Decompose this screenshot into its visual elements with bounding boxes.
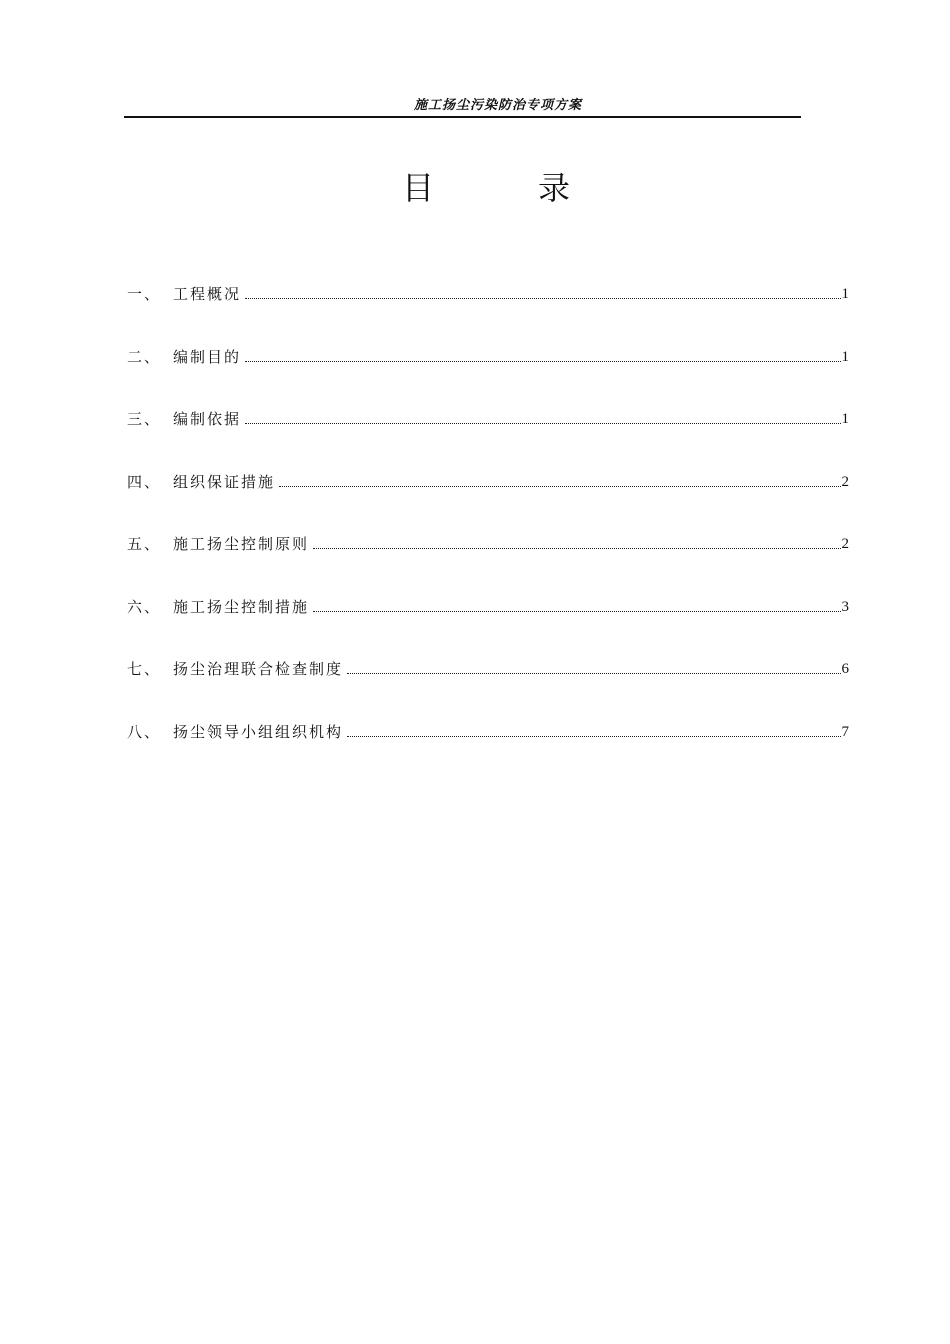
toc-entry-page[interactable]: 1 bbox=[841, 348, 849, 365]
toc-title-char-2: 录 bbox=[538, 169, 571, 207]
toc-dot-leader bbox=[313, 596, 840, 612]
toc-dot-leader bbox=[245, 283, 840, 299]
toc-entry-page[interactable]: 3 bbox=[841, 598, 849, 615]
toc-entry-number: 三、 bbox=[127, 410, 162, 428]
toc-entry-3[interactable] bbox=[127, 408, 849, 471]
toc-entry-number: 七、 bbox=[127, 660, 162, 678]
toc-entry-title[interactable]: 工程概况 bbox=[173, 285, 242, 303]
toc-title bbox=[0, 168, 950, 212]
toc-entry-title[interactable]: 组织保证措施 bbox=[173, 472, 276, 491]
toc-entry-number: 一、 bbox=[127, 285, 162, 303]
toc-entry-number: 二、 bbox=[127, 347, 162, 366]
toc-entry-page[interactable]: 2 bbox=[841, 473, 849, 490]
toc-dot-leader bbox=[313, 533, 840, 549]
toc-entry-title[interactable]: 扬尘领导小组组织机构 bbox=[173, 722, 344, 741]
page-header bbox=[124, 98, 801, 118]
toc-title-char-1: 目 bbox=[402, 169, 435, 207]
toc-entry-8[interactable] bbox=[127, 721, 849, 784]
toc-dot-leader bbox=[245, 346, 840, 362]
toc-dot-leader bbox=[347, 721, 840, 737]
toc-entry-title[interactable]: 扬尘治理联合检查制度 bbox=[173, 660, 344, 678]
toc-entry-7[interactable] bbox=[127, 658, 849, 721]
toc-dot-leader bbox=[279, 471, 840, 487]
toc-entry-title[interactable]: 编制目的 bbox=[173, 347, 242, 366]
toc-entry-title[interactable]: 编制依据 bbox=[173, 410, 242, 428]
toc-entry-number: 五、 bbox=[127, 535, 162, 553]
toc-dot-leader bbox=[347, 658, 840, 674]
toc-entry-5[interactable] bbox=[127, 533, 849, 596]
toc-entry-1[interactable] bbox=[127, 283, 849, 346]
toc-entry-page[interactable]: 1 bbox=[841, 411, 849, 427]
header-title: 施工扬尘污染防治专项方案 bbox=[414, 98, 583, 113]
toc-entry-page[interactable]: 1 bbox=[841, 286, 849, 302]
toc-entry-title[interactable]: 施工扬尘控制原则 bbox=[173, 535, 310, 553]
toc-entry-number: 八、 bbox=[127, 722, 162, 741]
toc-entry-2[interactable] bbox=[127, 346, 849, 409]
toc-entry-title[interactable]: 施工扬尘控制措施 bbox=[173, 597, 310, 616]
toc-dot-leader bbox=[245, 408, 840, 424]
toc-entry-page[interactable]: 6 bbox=[841, 661, 849, 677]
toc-entry-4[interactable] bbox=[127, 471, 849, 534]
toc-entry-number: 四、 bbox=[127, 472, 162, 491]
toc-entry-page[interactable]: 7 bbox=[841, 723, 849, 740]
toc-entry-number: 六、 bbox=[127, 597, 162, 616]
toc-list bbox=[127, 283, 849, 783]
toc-entry-6[interactable] bbox=[127, 596, 849, 659]
toc-entry-page[interactable]: 2 bbox=[841, 536, 849, 552]
